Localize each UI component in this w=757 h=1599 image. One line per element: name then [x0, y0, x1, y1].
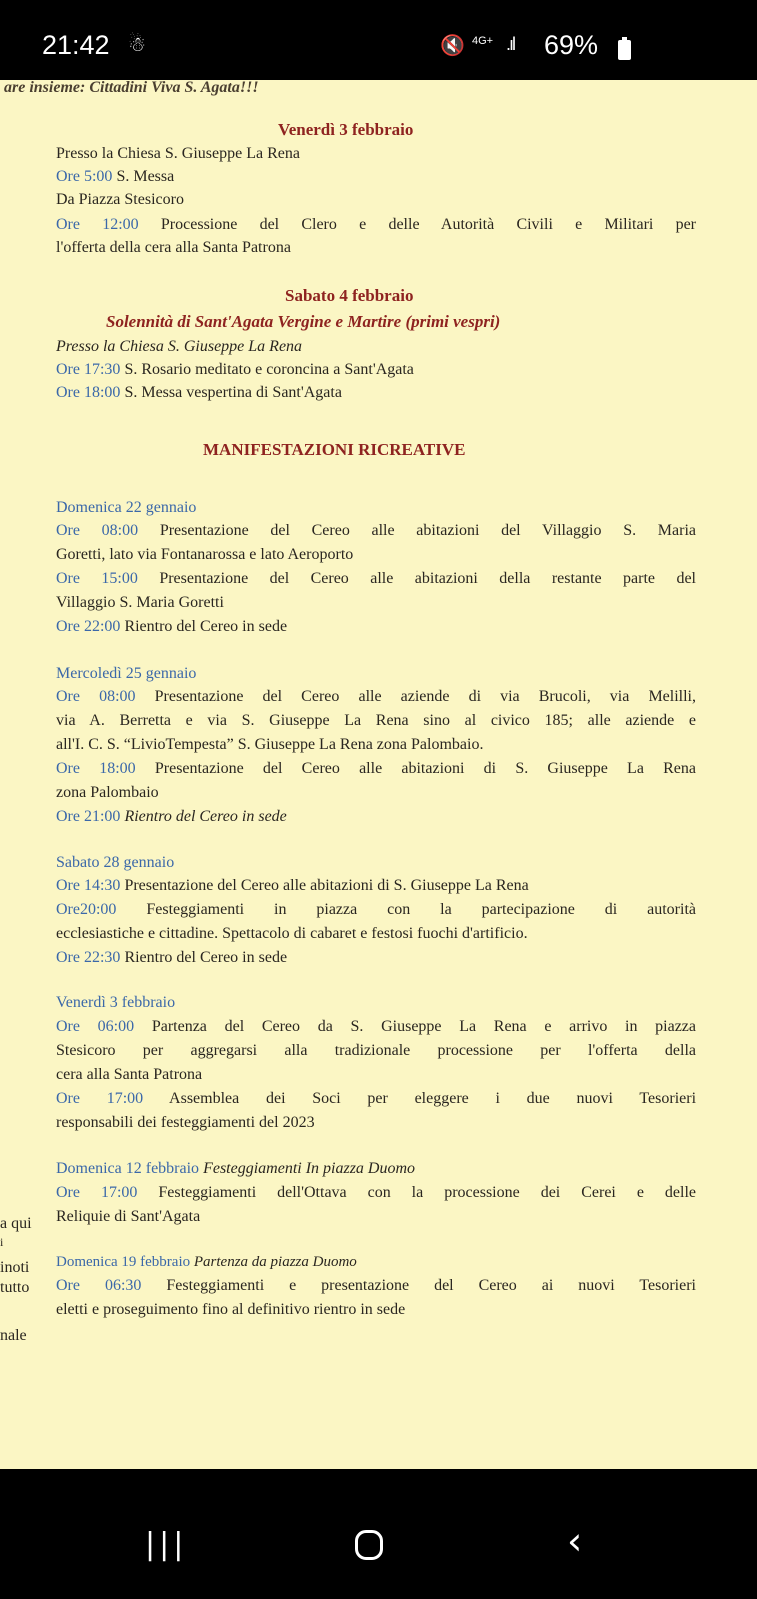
time-label: Ore 17:00	[56, 1184, 138, 1201]
schedule-line: Ore 06:30 Festeggiamenti e presentazione del Cereo ai nuovi Tesorieri	[56, 1277, 697, 1294]
section-heading: Venerdì 3 febbraio	[278, 120, 414, 139]
margin-text: inoti	[0, 1259, 30, 1276]
time-label: Ore 06:30	[56, 1277, 142, 1294]
time-label: Ore 18:00	[56, 760, 136, 777]
schedule-line: Ore 17:00 Assemblea dei Soci per eleggere i due nuovi Tesorieri	[56, 1090, 697, 1107]
margin-text: i	[0, 1235, 4, 1249]
battery-icon	[618, 40, 631, 60]
text-line: cera alla Santa Patrona	[56, 1066, 203, 1083]
text-line: Da Piazza Stesicoro	[56, 191, 184, 208]
time-label: Ore 14:30	[56, 877, 121, 894]
schedule-line: Ore 15:00 Presentazione del Cereo alle abitazioni della restante parte del	[56, 570, 697, 587]
status-bar	[0, 0, 757, 80]
time-label: Ore 08:00	[56, 688, 136, 705]
time-label: Ore 12:00	[56, 216, 139, 233]
navigation-bar	[0, 1469, 757, 1599]
day-heading: Domenica 19 febbraio Partenza da piazza Duomo	[56, 1254, 357, 1270]
schedule-line: Ore 18:00 Presentazione del Cereo alle abitazioni di S. Giuseppe La Rena	[56, 760, 697, 777]
text-line: Stesicoro per aggregarsi alla tradizionale processione per l'offerta della	[56, 1042, 696, 1059]
time-label: Ore 15:00	[56, 570, 138, 587]
day-heading: Domenica 12 febbraio Festeggiamenti In piazza Duomo	[56, 1160, 416, 1177]
text-line: zona Palombaio	[56, 784, 159, 801]
time-label: Ore 17:00	[56, 1090, 144, 1107]
schedule-line: Ore 17:00 Festeggiamenti dell'Ottava con la processione dei Cerei e delle	[56, 1184, 697, 1201]
text-line: all'I. C. S. “LivioTempesta” S. Giuseppe La Rena zona Palombaio.	[56, 736, 484, 753]
text-line: Reliquie di Sant'Agata	[56, 1208, 201, 1225]
back-icon[interactable]: ‹	[567, 1519, 583, 1563]
schedule-line: Ore 12:00 Processione del Clero e delle Autorità Civili e Militari per	[56, 216, 697, 233]
schedule-line: Ore 22:30 Rientro del Cereo in sede	[56, 949, 288, 966]
time-label: Ore 18:00	[56, 384, 121, 401]
day-heading: Sabato 28 gennaio	[56, 854, 175, 871]
time-label: Ore 17:30	[56, 361, 121, 378]
text-line: Presso la Chiesa S. Giuseppe La Rena	[56, 145, 300, 162]
mute-icon: 🔇	[440, 35, 465, 57]
text-line: Villaggio S. Maria Goretti	[56, 594, 224, 611]
schedule-line: Ore 18:00 S. Messa vespertina di Sant'Agata	[56, 384, 342, 401]
time-label: Ore 22:00	[56, 618, 121, 635]
battery-percent: 69%	[544, 30, 599, 60]
margin-text: nale	[0, 1327, 27, 1344]
day-heading: Mercoledì 25 gennaio	[56, 665, 197, 682]
section-heading: MANIFESTAZIONI RICREATIVE	[203, 440, 466, 459]
time-label: Ore 5:00	[56, 168, 113, 185]
day-heading: Domenica 22 gennaio	[56, 499, 197, 516]
text-line: via A. Berretta e via S. Giuseppe La Rena sino al civico 185; alle aziende e	[56, 712, 696, 729]
schedule-line: Ore 14:30 Presentazione del Cereo alle abitazioni di S. Giuseppe La Rena	[56, 877, 529, 894]
home-icon[interactable]	[355, 1530, 383, 1560]
margin-text: a qui	[0, 1215, 32, 1232]
schedule-line: Ore 08:00 Presentazione del Cereo alle aziende di via Brucoli, via Melilli,	[56, 688, 696, 705]
text-line: l'offerta della cera alla Santa Patrona	[56, 239, 291, 256]
time-label: Ore 21:00	[56, 808, 121, 825]
cut-top-line: are insieme: Cittadini Viva S. Agata!!!	[4, 79, 259, 96]
section-heading: Sabato 4 febbraio	[285, 286, 414, 305]
day-heading: Venerdì 3 febbraio	[56, 994, 176, 1011]
text-line: Goretti, lato via Fontanarossa e lato Aeroporto	[56, 546, 354, 563]
text-line: Presso la Chiesa S. Giuseppe La Rena	[56, 338, 303, 355]
recents-icon[interactable]: |||	[145, 1527, 188, 1562]
schedule-line: Ore 17:30 S. Rosario meditato e coroncina a Sant'Agata	[56, 361, 414, 378]
text-line: ecclesiastiche e cittadine. Spettacolo di cabaret e festosi fuochi d'artificio.	[56, 925, 528, 942]
time-label: Ore 22:30	[56, 949, 121, 966]
time-label: Ore 08:00	[56, 522, 139, 539]
dnd-icon: ☃	[128, 34, 146, 56]
time-label: Ore 06:00	[56, 1018, 135, 1035]
time-label: Ore20:00	[56, 901, 117, 918]
network-type-label: 4G+	[472, 35, 494, 47]
schedule-line: Ore 22:00 Rientro del Cereo in sede	[56, 618, 288, 635]
clock: 21:42	[42, 30, 110, 60]
document-image	[0, 80, 757, 1469]
margin-text: tutto	[0, 1279, 30, 1296]
schedule-line: Ore 21:00 Rientro del Cereo in sede	[56, 808, 287, 825]
schedule-line: Ore 5:00 S. Messa	[56, 168, 175, 185]
schedule-line: Ore 06:00 Partenza del Cereo da S. Giuseppe La Rena e arrivo in piazza	[56, 1018, 697, 1035]
schedule-line: Ore 08:00 Presentazione del Cereo alle abitazioni del Villaggio S. Maria	[56, 522, 696, 539]
text-line: responsabili dei festeggiamenti del 2023	[56, 1114, 315, 1131]
text-line: eletti e proseguimento fino al definitivo rientro in sede	[56, 1301, 406, 1318]
schedule-line: Ore20:00 Festeggiamenti in piazza con la partecipazione di autorità	[56, 901, 697, 918]
section-subheading: Solennità di Sant'Agata Vergine e Martire (primi vespri)	[106, 312, 501, 331]
signal-icon: .ıl	[506, 34, 515, 54]
